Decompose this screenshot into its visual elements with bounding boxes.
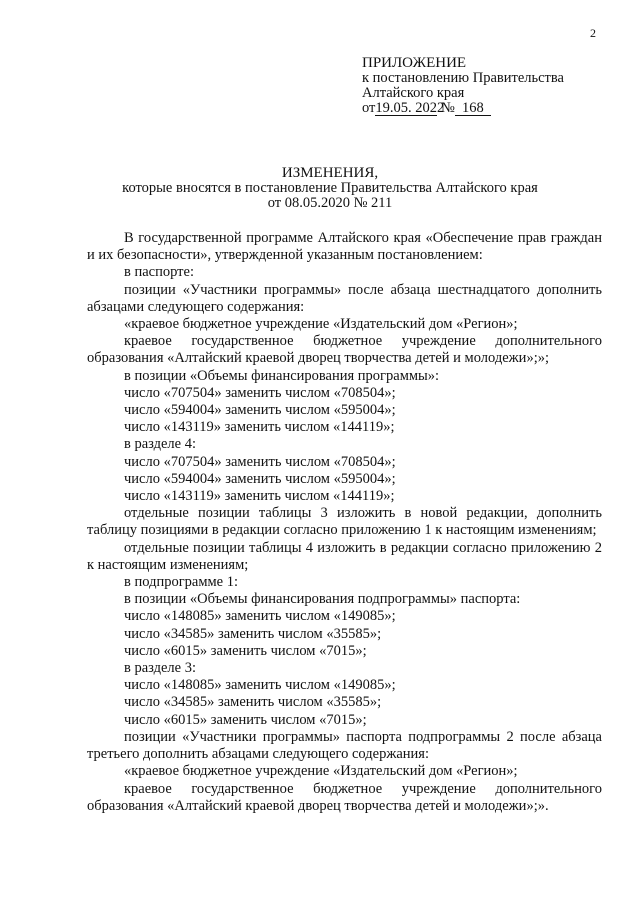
paragraph: число «6015» заменить числом «7015»; xyxy=(124,642,367,659)
appendix-line-1: к постановлению Правительства xyxy=(362,70,564,86)
title-line-2: от 08.05.2020 № 211 xyxy=(267,195,393,211)
page-number: 2 xyxy=(590,26,596,40)
paragraph: число «6015» заменить числом «7015»; xyxy=(124,711,367,728)
appendix-block xyxy=(362,56,564,116)
paragraph: позиции «Участники программы» паспорта подпрограммы 2 после абзаца третьего дополнить абзацами следующего содержания: xyxy=(87,728,602,763)
paragraph: число «707504» заменить числом «708504»; xyxy=(124,453,396,470)
number-sign: № xyxy=(441,100,455,116)
date-prefix: от xyxy=(362,100,376,116)
paragraph: число «143119» заменить числом «144119»; xyxy=(124,488,395,505)
paragraph: отдельные позиции таблицы 4 изложить в редакции согласно приложению 2 к настоящим изменениям; xyxy=(87,539,602,573)
paragraph: в разделе 4: xyxy=(124,436,197,453)
paragraph: число «594004» заменить числом «595004»; xyxy=(124,470,396,487)
paragraph: число «143119» заменить числом «144119»; xyxy=(124,419,395,436)
paragraph: число «148085» заменить числом «149085»; xyxy=(124,677,396,694)
document-body xyxy=(87,230,602,815)
appendix-line-2: Алтайского края xyxy=(362,85,465,101)
paragraph: краевое государственное бюджетное учреждение дополнительного образования «Алтайский краевой дворец творчества детей и молодежи»;»; xyxy=(87,333,602,367)
paragraph: «краевое бюджетное учреждение «Издательский дом «Регион»; xyxy=(124,316,518,333)
paragraph: в разделе 3: xyxy=(124,660,197,677)
title-heading: ИЗМЕНЕНИЯ, xyxy=(281,165,379,181)
paragraph: число «34585» заменить числом «35585»; xyxy=(124,694,382,711)
paragraph: позиции «Участники программы» после абзаца шестнадцатого дополнить абзацами следующего содержания: xyxy=(87,281,602,315)
paragraph: отдельные позиции таблицы 3 изложить в новой редакции, дополнить таблицу позициями в редакции согласно приложению 1 к настоящим изменениям; xyxy=(87,505,602,539)
title-line-1: которые вносятся в постановление Правительства Алтайского края xyxy=(122,180,538,196)
resolution-date: 19.05. 2022 xyxy=(375,100,445,116)
paragraph: в подпрограмме 1: xyxy=(124,574,239,591)
paragraph: в паспорте: xyxy=(124,264,194,281)
paragraph: в позиции «Объемы финансирования программы»: xyxy=(124,367,440,384)
paragraph: число «148085» заменить числом «149085»; xyxy=(124,608,396,625)
paragraph: число «34585» заменить числом «35585»; xyxy=(124,625,382,642)
paragraph: в позиции «Объемы финансирования подпрограммы» паспорта: xyxy=(124,591,521,608)
paragraph: «краевое бюджетное учреждение «Издательский дом «Регион»; xyxy=(124,763,518,780)
paragraph: число «707504» заменить числом «708504»; xyxy=(124,384,396,401)
resolution-number: 168 xyxy=(455,101,491,116)
appendix-heading: ПРИЛОЖЕНИЕ xyxy=(362,55,467,71)
paragraph: число «594004» заменить числом «595004»; xyxy=(124,402,396,419)
document-title xyxy=(60,166,600,211)
appendix-date-line xyxy=(362,101,564,116)
paragraph: краевое государственное бюджетное учреждение дополнительного образования «Алтайский краевой дворец творчества детей и молодежи»;». xyxy=(87,780,602,814)
paragraph-intro: В государственной программе Алтайского края «Обеспечение прав граждан и их безопасности», утвержденной указанным постановлением: xyxy=(87,230,602,264)
